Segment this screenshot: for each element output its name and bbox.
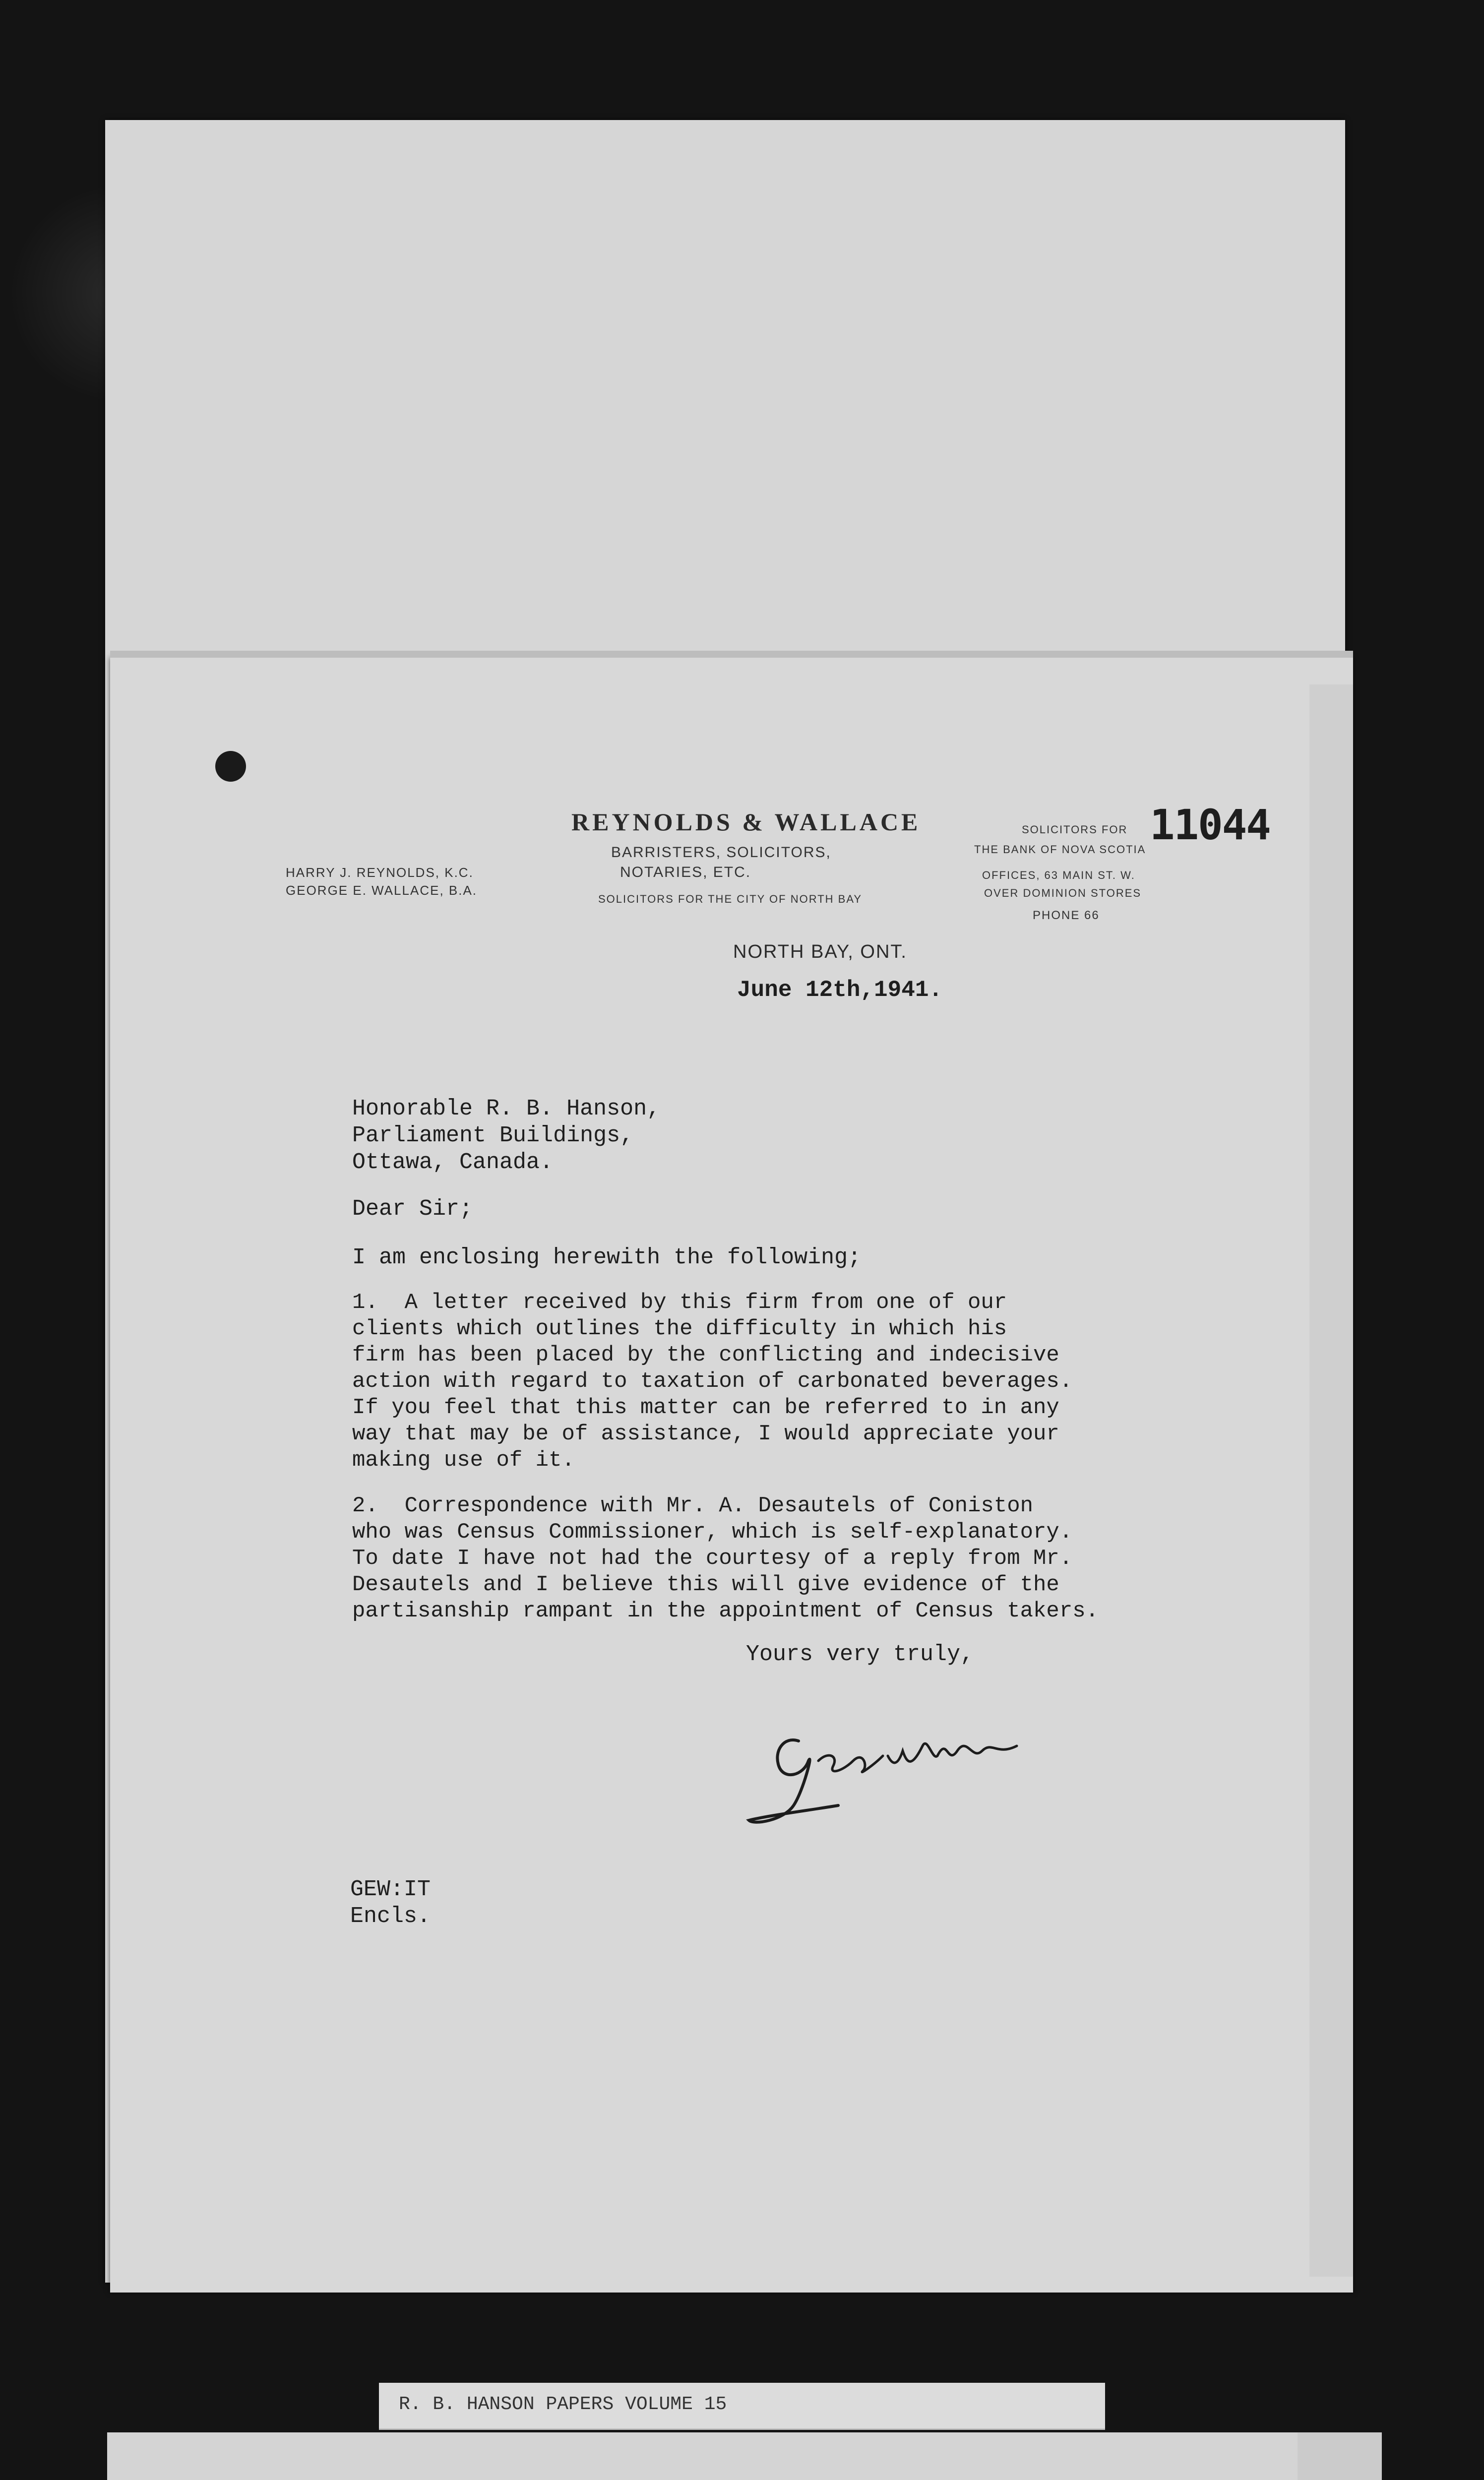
letterhead-right-4: OVER DOMINION STORES: [984, 887, 1142, 899]
enclosures-note: Encls.: [350, 1904, 431, 1929]
firm-name: REYNOLDS & WALLACE: [571, 808, 921, 836]
letterhead-subtitle-1: BARRISTERS, SOLICITORS,: [611, 844, 831, 861]
letterhead-subtitle-2: NOTARIES, ETC.: [620, 864, 751, 880]
typist-initials: GEW:IT: [350, 1877, 431, 1902]
letterhead-right-1: SOLICITORS FOR: [1022, 823, 1128, 836]
recipient-line-1: Honorable R. B. Hanson,: [352, 1096, 661, 1121]
intro-line: I am enclosing herewith the following;: [352, 1245, 862, 1270]
page-edge: [1309, 684, 1353, 2277]
place-line: NORTH BAY, ONT.: [733, 941, 907, 962]
recipient-line-2: Parliament Buildings,: [352, 1123, 634, 1148]
document-number-stamp: 11044: [1150, 801, 1270, 849]
closing: Yours very truly,: [746, 1642, 974, 1667]
volume-label-text: R. B. HANSON PAPERS VOLUME 15: [399, 2394, 727, 2415]
paragraph-1: 1. A letter received by this firm from one of our clients which outlines the difficulty in which his firm has been placed by the conflicting and indecisive action with regard to taxation of carbonated beverages. If you feel that this matter can be referred to in any way that may be of assistance, I would appreciate your making use of it.: [352, 1290, 1073, 1473]
volume-label: [379, 2383, 1105, 2430]
paragraph-2: 2. Correspondence with Mr. A. Desautels of Coniston who was Census Commissioner, which is self-explanatory. To date I have not had the courtesy of a reply from Mr. Desautels and I believe this will give evidence of the partisanship rampant in the appointment of Census takers.: [352, 1493, 1099, 1623]
letterhead-right-2: THE BANK OF NOVA SCOTIA: [974, 843, 1146, 856]
letterhead-right-5: PHONE 66: [1033, 909, 1100, 922]
punch-hole: [215, 751, 246, 782]
salutation: Dear Sir;: [352, 1196, 473, 1222]
recipient-line-3: Ottawa, Canada.: [352, 1150, 554, 1175]
partner-1: HARRY J. REYNOLDS, K.C.: [286, 865, 474, 880]
archives-card: [107, 2432, 1382, 2480]
letterhead-right-3: OFFICES, 63 MAIN ST. W.: [982, 869, 1135, 881]
signature: [739, 1721, 1037, 1830]
letterhead-subtitle-3: SOLICITORS FOR THE CITY OF NORTH BAY: [598, 893, 863, 905]
letter-date: June 12th,1941.: [737, 977, 943, 1003]
partner-2: GEORGE E. WALLACE, B.A.: [286, 883, 478, 898]
